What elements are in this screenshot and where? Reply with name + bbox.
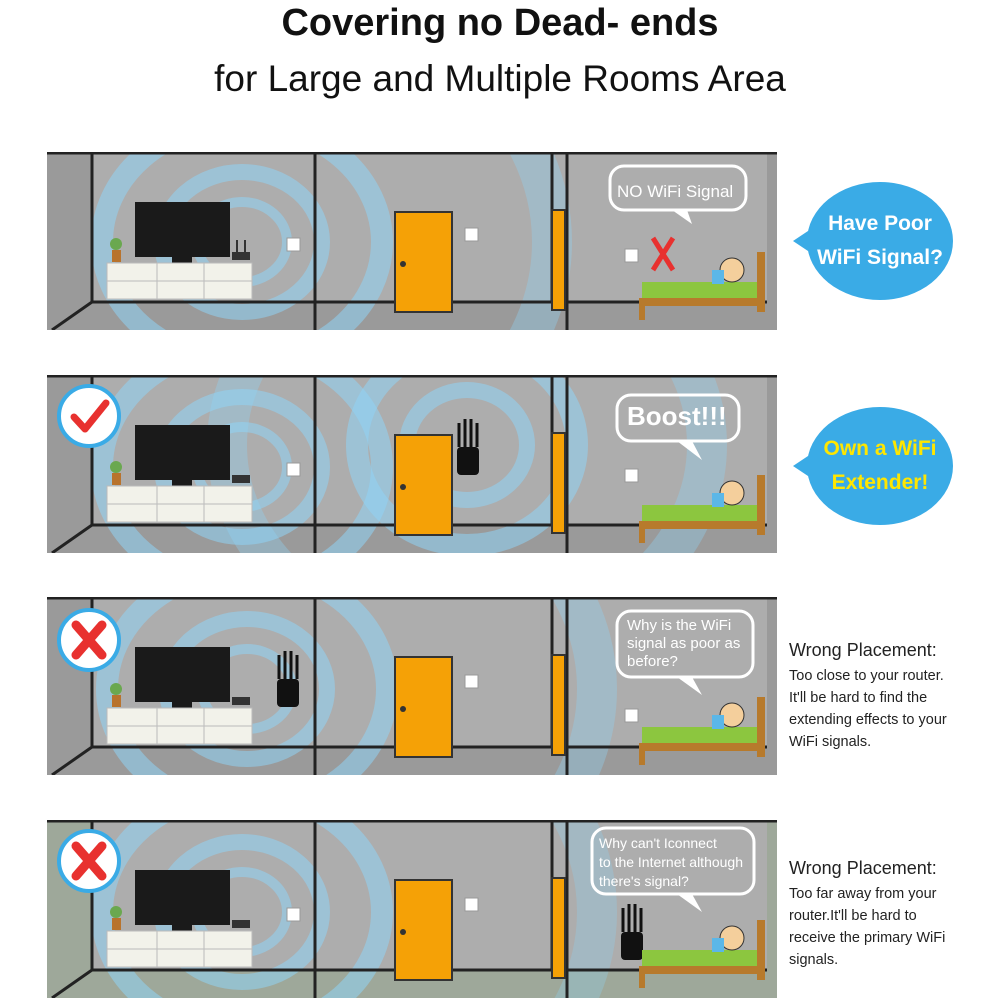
speech-bubble-text xyxy=(627,617,740,671)
note-line: router.It'll be hard to xyxy=(789,908,917,924)
note-heading: Wrong Placement: xyxy=(789,640,937,660)
note-line: signals. xyxy=(789,952,839,968)
cross-mark-icon xyxy=(56,607,122,673)
note-too-close xyxy=(789,640,994,753)
note-line: Too close to your router. xyxy=(789,668,944,684)
bubble-line: Why is the WiFi xyxy=(627,617,732,634)
badge-line-1: Have Poor xyxy=(828,212,932,235)
scene-extender-correct xyxy=(47,375,777,553)
note-line: Too far away from your xyxy=(789,886,937,902)
speech-bubble-text: NO WiFi Signal xyxy=(617,182,734,201)
bubble-line: there's signal? xyxy=(599,873,689,889)
note-heading: Wrong Placement: xyxy=(789,858,937,878)
badge-own-extender xyxy=(807,407,953,525)
scene-too-far xyxy=(47,820,777,998)
note-line: extending effects to your xyxy=(789,712,947,728)
scene-too-close xyxy=(47,597,777,775)
cross-mark-icon xyxy=(56,828,122,894)
scene-no-signal xyxy=(47,152,777,330)
note-body xyxy=(789,665,994,753)
bubble-line: Why can't Iconnect xyxy=(599,835,717,851)
note-line: receive the primary WiFi xyxy=(789,930,946,946)
note-body xyxy=(789,883,994,971)
note-too-far xyxy=(789,858,994,971)
bubble-line: signal as poor as xyxy=(627,635,741,652)
page-title: Covering no Dead- ends xyxy=(281,2,719,44)
checkmark-icon xyxy=(56,383,122,449)
bubble-line: to the Internet although xyxy=(599,854,743,870)
speech-bubble-text: Boost!!! xyxy=(627,401,727,431)
badge-line-2: Extender! xyxy=(831,471,929,494)
page-subtitle: for Large and Multiple Rooms Area xyxy=(214,58,786,99)
bubble-line: before? xyxy=(627,653,678,670)
note-line: WiFi signals. xyxy=(789,734,872,750)
badge-poor-signal xyxy=(807,182,953,300)
badge-line-2: WiFi Signal? xyxy=(817,246,943,269)
speech-bubble-text xyxy=(599,834,743,891)
note-line: It'll be hard to find the xyxy=(789,690,928,706)
badge-line-1: Own a WiFi xyxy=(823,437,937,460)
